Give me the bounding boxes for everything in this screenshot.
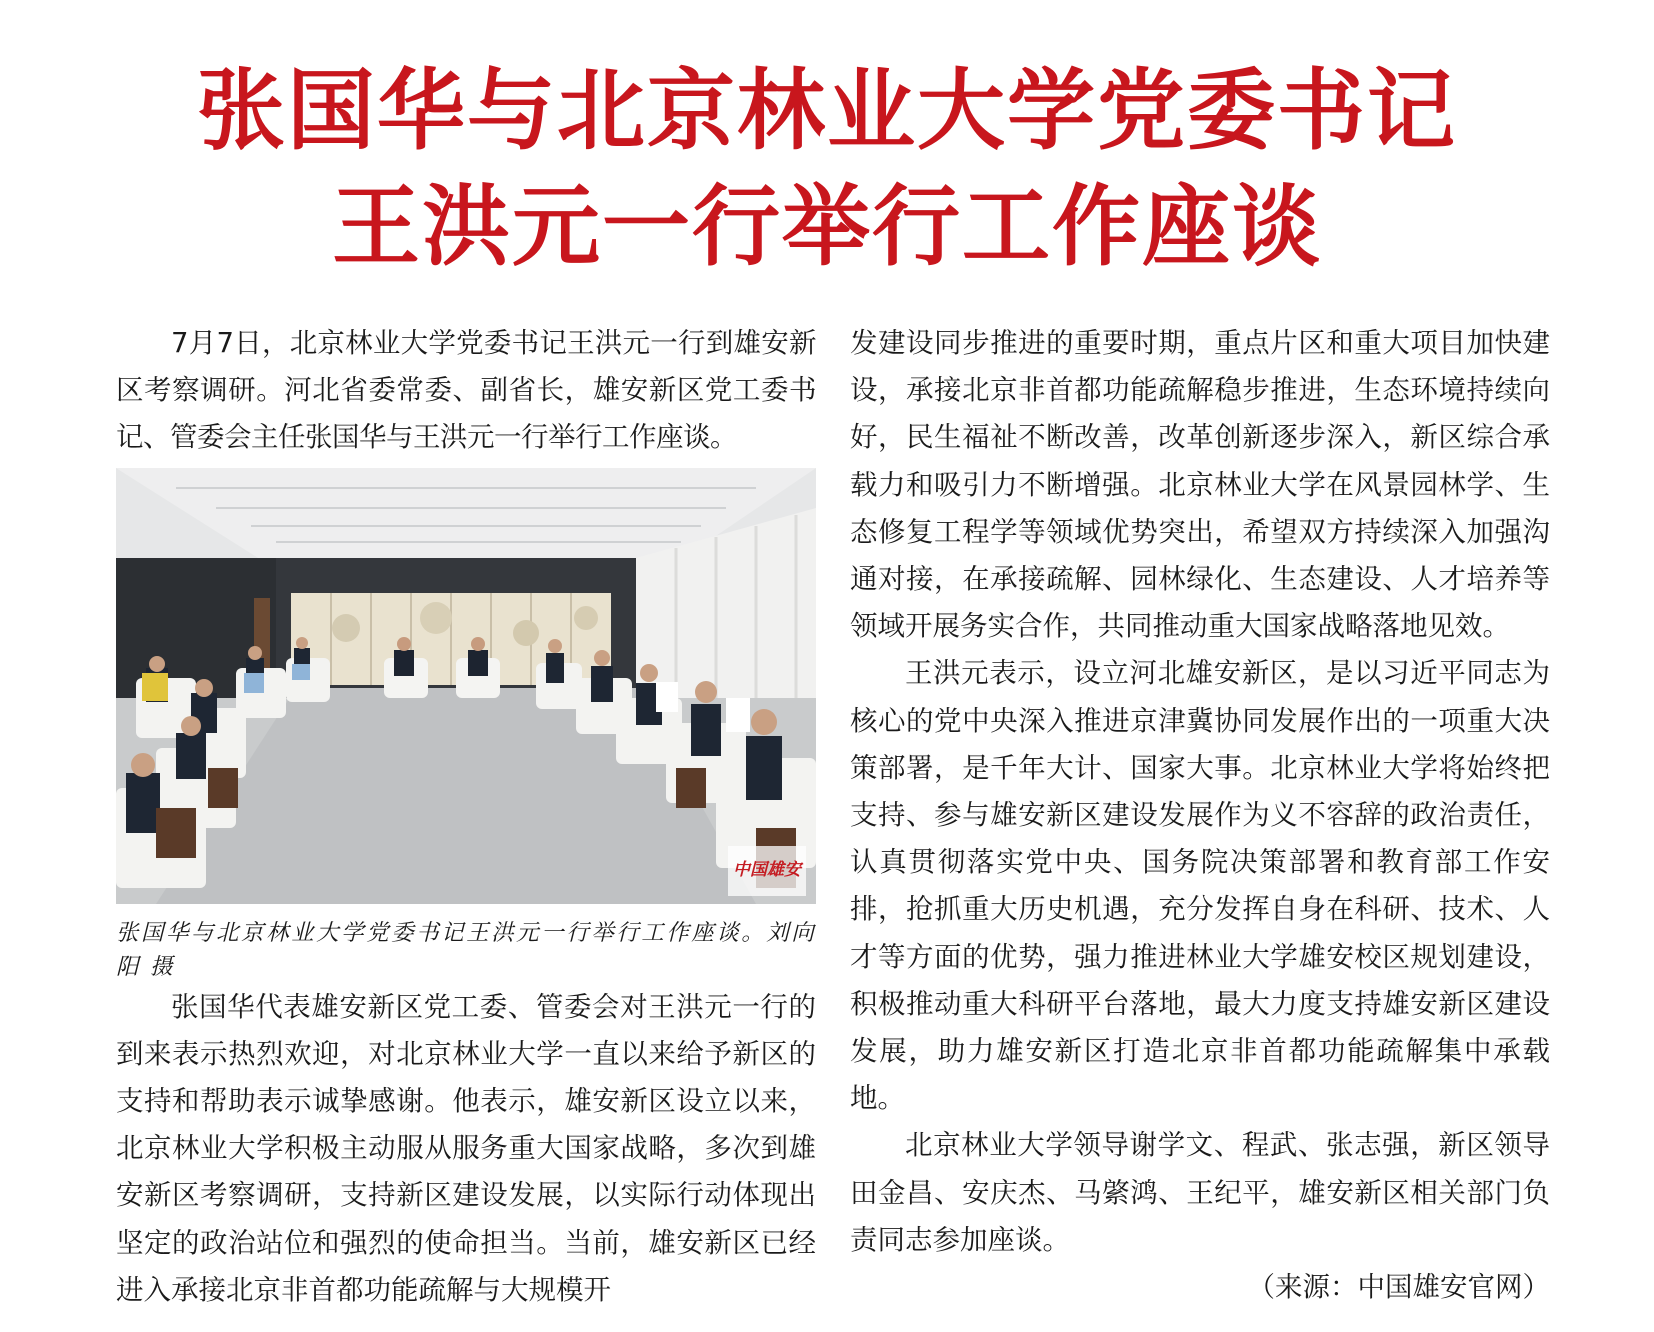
photo-watermark: 中国雄安: [728, 846, 806, 895]
body-paragraph-2: 张国华代表雄安新区党工委、管委会对王洪元一行的到来表示热烈欢迎，对北京林业大学一直以来给予新区的支持和帮助表示诚挚感谢。他表示，雄安新区设立以来，北京林业大学积极主动服从服务重大国家战略，多次到雄安新区考察调研，支持新区建设发展，以实际行动体现出坚定的政治站位和强烈的使命担当。当前，雄安新区已经进入承接北京非首都功能疏解与大规模开: [116, 990, 816, 1306]
body-paragraph-4: [850, 1122, 1550, 1264]
body-paragraph-2-continued: 发建设同步推进的重要时期，重点片区和重大项目加快建设，承接北京非首都功能疏解稳步推进，生态环境持续向好，民生福祉不断改善，改革创新逐步深入，新区综合承载力和吸引力不断增强。北京林业大学在风景园林学、生态修复工程学等领域优势突出，希望双方持续深入加强沟通对接，在承接疏解、园林绿化、生态建设、人才培养等领域开展务实合作，共同推动重大国家战略落地见效。: [850, 327, 1550, 643]
headline-line-1: 张国华与北京林业大学党委书记: [196, 58, 1457, 162]
body-paragraph-3: 王洪元表示，设立河北雄安新区，是以习近平同志为核心的党中央深入推进京津冀协同发展作出的一项重大决策部署，是千年大计、国家大事。北京林业大学将始终把支持、参与雄安新区建设发展作为义不容辞的政治责任，认真贯彻落实党中央、国务院决策部署和教育部工作安排，抢抓重大历史机遇，充分发挥自身在科研、技术、人才等方面的优势，强力推进林业大学雄安校区规划建设，积极推动重大科研平台落地，最大力度支持雄安新区建设发展，助力雄安新区打造北京非首都功能疏解集中承载地。: [850, 657, 1550, 1115]
headline-line-2: 王洪元一行举行工作座谈: [331, 174, 1322, 278]
source-line: [850, 1264, 1550, 1311]
photo-caption: 张国华与北京林业大学党委书记王洪元一行举行工作座谈。刘向阳 摄: [116, 919, 816, 980]
right-column: [850, 320, 1550, 1311]
left-column: [116, 320, 816, 1314]
headline: [0, 52, 1654, 284]
source-credit: （来源：中国雄安官网）: [1247, 1271, 1550, 1304]
attendees-text: 北京林业大学领导谢学文、程武、张志强，新区领导田金昌、安庆杰、马綮鸿、王纪平，雄安新区相关部门负责同志参加座谈。: [850, 1129, 1550, 1256]
intro-paragraph: 7月7日，北京林业大学党委书记王洪元一行到雄安新区考察调研。河北省委常委、副省长，雄安新区党工委书记、管委会主任张国华与王洪元一行举行工作座谈。: [116, 327, 816, 454]
meeting-room-illustration: [116, 468, 816, 904]
meeting-photo: [116, 468, 816, 904]
